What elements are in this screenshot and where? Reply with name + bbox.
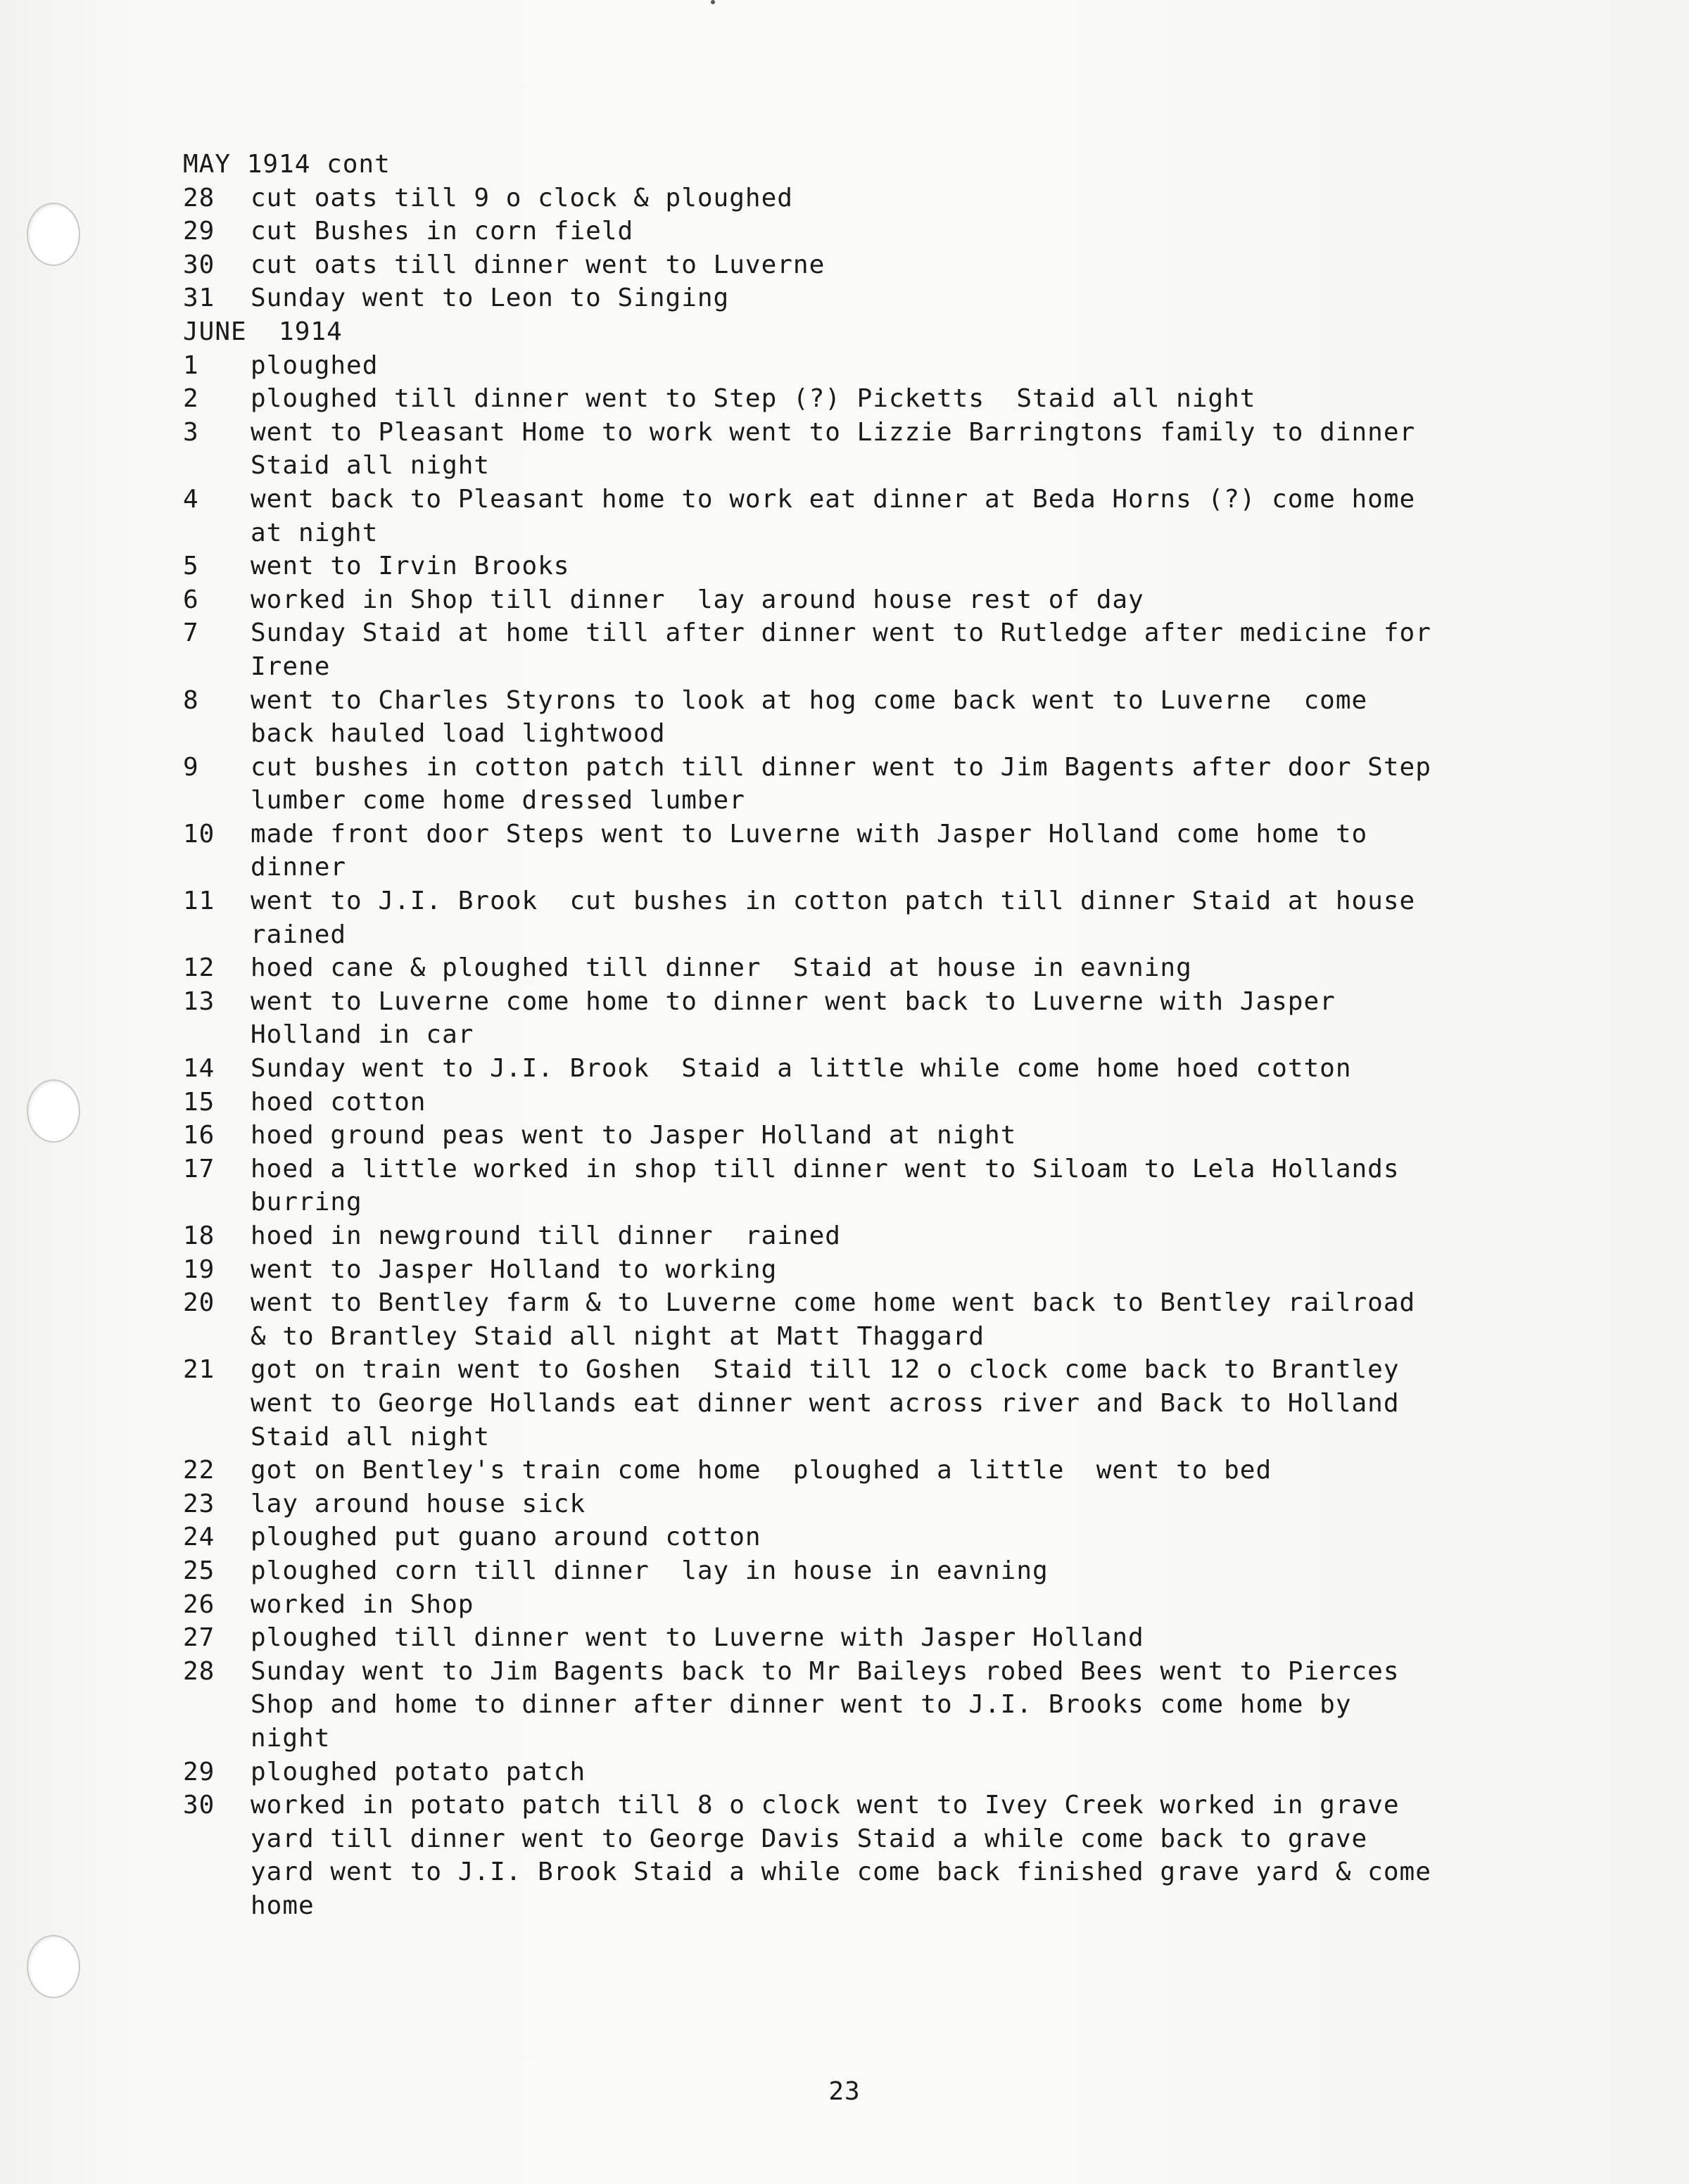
paper-speck bbox=[711, 0, 715, 4]
diary-entry bbox=[183, 818, 1492, 884]
diary-entry bbox=[183, 1789, 1492, 1922]
diary-entry bbox=[183, 248, 1492, 282]
entry-day: 30 bbox=[183, 1791, 215, 1820]
entry-day: 15 bbox=[183, 1087, 215, 1117]
entry-day: 16 bbox=[183, 1121, 215, 1150]
entry-text: went to Bentley farm & to Luverne come home went back to Bentley railroad & to Brantley Staid all night at Matt Thaggard bbox=[251, 1288, 1416, 1351]
entry-day: 6 bbox=[183, 585, 199, 614]
section-heading-may: MAY 1914 cont bbox=[183, 150, 391, 179]
entry-text: worked in Shop bbox=[251, 1589, 474, 1619]
entry-day: 18 bbox=[183, 1221, 215, 1250]
entry-day: 14 bbox=[183, 1054, 215, 1084]
entry-text: went to J.I. Brook cut bushes in cotton patch till dinner Staid at house rained bbox=[251, 887, 1416, 949]
diary-entry bbox=[183, 985, 1492, 1052]
entry-day: 27 bbox=[183, 1623, 215, 1653]
entry-day: 1 bbox=[183, 350, 199, 380]
entry-text: hoed cotton bbox=[251, 1087, 426, 1117]
entry-day: 10 bbox=[183, 819, 215, 849]
diary-entry bbox=[183, 215, 1492, 248]
entry-text: ploughed put guano around cotton bbox=[251, 1523, 761, 1552]
entry-text: Sunday went to J.I. Brook Staid a little while come home hoed cotton bbox=[251, 1054, 1352, 1084]
june-entries bbox=[183, 349, 1492, 1923]
entry-text: went to Luverne come home to dinner went back to Luverne with Jasper Holland in car bbox=[251, 986, 1336, 1050]
diary-entry bbox=[183, 1353, 1492, 1454]
diary-entry bbox=[183, 1219, 1492, 1253]
entry-text: cut oats till 9 o clock & ploughed bbox=[251, 183, 793, 212]
entry-text: made front door Steps went to Luverne with Jasper Holland come home to dinner bbox=[251, 819, 1368, 882]
entry-day: 8 bbox=[183, 685, 199, 715]
entry-day: 28 bbox=[183, 1656, 215, 1686]
entry-text: went to Irvin Brooks bbox=[251, 552, 570, 581]
entry-day: 7 bbox=[183, 618, 199, 648]
entry-day: 12 bbox=[183, 953, 215, 983]
entry-text: went to Pleasant Home to work went to Lizzie Barringtons family to dinner Staid all night bbox=[251, 417, 1416, 481]
diary-entry bbox=[183, 951, 1492, 985]
entry-text: ploughed till dinner went to Step (?) Picketts Staid all night bbox=[251, 384, 1256, 414]
entry-text: hoed in newground till dinner rained bbox=[251, 1221, 841, 1250]
diary-entry bbox=[183, 1487, 1492, 1521]
entry-text: ploughed till dinner went to Luverne with Jasper Holland bbox=[251, 1623, 1144, 1653]
entry-text: ploughed potato patch bbox=[251, 1757, 586, 1786]
diary-entry bbox=[183, 1655, 1492, 1756]
entry-day: 17 bbox=[183, 1154, 215, 1183]
entry-day: 19 bbox=[183, 1255, 215, 1284]
diary-entry bbox=[183, 583, 1492, 617]
diary-entry bbox=[183, 1454, 1492, 1487]
entry-text: hoed cane & ploughed till dinner Staid at house in eavning bbox=[251, 953, 1192, 983]
entry-day: 22 bbox=[183, 1456, 215, 1485]
entry-text: ploughed corn till dinner lay in house in eavning bbox=[251, 1556, 1049, 1585]
entry-day: 4 bbox=[183, 484, 199, 514]
diary-entry bbox=[183, 1554, 1492, 1588]
diary-entry bbox=[183, 483, 1492, 550]
entry-day: 20 bbox=[183, 1288, 215, 1318]
binder-hole bbox=[27, 1935, 80, 1998]
entry-text: lay around house sick bbox=[251, 1489, 586, 1518]
entry-text: worked in Shop till dinner lay around house rest of day bbox=[251, 585, 1144, 614]
entry-text: went to Charles Styrons to look at hog come back went to Luverne come back hauled load lightwood bbox=[251, 685, 1368, 749]
entry-day: 13 bbox=[183, 986, 215, 1016]
diary-entry bbox=[183, 616, 1492, 683]
entry-text: Sunday Staid at home till after dinner went to Rutledge after medicine for Irene bbox=[251, 618, 1431, 681]
entry-day: 9 bbox=[183, 752, 199, 782]
diary-entry bbox=[183, 382, 1492, 416]
entry-text: ploughed bbox=[251, 350, 379, 380]
diary-entry bbox=[183, 684, 1492, 751]
binder-hole bbox=[27, 203, 80, 266]
entry-day: 30 bbox=[183, 250, 215, 279]
entry-day: 11 bbox=[183, 887, 215, 916]
diary-entry bbox=[183, 1153, 1492, 1219]
diary-entry bbox=[183, 550, 1492, 583]
diary-entry bbox=[183, 281, 1492, 315]
entry-text: cut oats till dinner went to Luverne bbox=[251, 250, 825, 279]
entry-day: 5 bbox=[183, 552, 199, 581]
entry-text: went to Jasper Holland to working bbox=[251, 1255, 778, 1284]
diary-entry bbox=[183, 1286, 1492, 1353]
diary-entry bbox=[183, 1086, 1492, 1119]
entry-day: 28 bbox=[183, 183, 215, 212]
entry-day: 23 bbox=[183, 1489, 215, 1518]
entry-text: hoed ground peas went to Jasper Holland at night bbox=[251, 1121, 1017, 1150]
diary-entry bbox=[183, 182, 1492, 215]
entry-day: 29 bbox=[183, 217, 215, 246]
entry-text: got on train went to Goshen Staid till 12 o clock come back to Brantley went to George Hollands eat dinner went across river and Back to Holland Staid all night bbox=[251, 1355, 1400, 1452]
diary-entry bbox=[183, 884, 1492, 951]
diary-entry bbox=[183, 1621, 1492, 1655]
diary-entry bbox=[183, 1253, 1492, 1287]
diary-content bbox=[183, 148, 1492, 1922]
entry-text: Sunday went to Jim Bagents back to Mr Baileys robed Bees went to Pierces Shop and home to dinner after dinner went to J.I. Brooks come home by night bbox=[251, 1656, 1400, 1753]
diary-entry bbox=[183, 1756, 1492, 1789]
entry-text: got on Bentley's train come home ploughed a little went to bed bbox=[251, 1456, 1272, 1485]
may-entries bbox=[183, 182, 1492, 315]
entry-day: 26 bbox=[183, 1589, 215, 1619]
entry-text: cut Bushes in corn field bbox=[251, 217, 634, 246]
section-heading-june: JUNE 1914 bbox=[183, 317, 343, 346]
entry-text: worked in potato patch till 8 o clock went to Ivey Creek worked in grave yard till dinner went to George Davis Staid a while come back to grave yard went to J.I. Brook Staid a while come back finished grave yard & come home bbox=[251, 1791, 1431, 1920]
entry-text: Sunday went to Leon to Singing bbox=[251, 284, 730, 313]
entry-day: 24 bbox=[183, 1523, 215, 1552]
diary-entry bbox=[183, 349, 1492, 383]
binder-hole bbox=[27, 1079, 80, 1143]
diary-entry bbox=[183, 1520, 1492, 1554]
entry-day: 31 bbox=[183, 284, 215, 313]
entry-text: hoed a little worked in shop till dinner went to Siloam to Lela Hollands burring bbox=[251, 1154, 1400, 1217]
entry-day: 25 bbox=[183, 1556, 215, 1585]
diary-entry bbox=[183, 751, 1492, 818]
diary-entry bbox=[183, 1052, 1492, 1086]
entry-day: 21 bbox=[183, 1355, 215, 1385]
entry-text: went back to Pleasant home to work eat dinner at Beda Horns (?) come home at night bbox=[251, 484, 1416, 547]
entry-day: 3 bbox=[183, 417, 199, 447]
diary-entry bbox=[183, 1119, 1492, 1153]
diary-entry bbox=[183, 416, 1492, 483]
diary-entry bbox=[183, 1588, 1492, 1622]
entry-day: 2 bbox=[183, 384, 199, 414]
entry-text: cut bushes in cotton patch till dinner went to Jim Bagents after door Step lumber come home dressed lumber bbox=[251, 752, 1431, 815]
page-number: 23 bbox=[828, 2077, 861, 2106]
entry-day: 29 bbox=[183, 1757, 215, 1786]
